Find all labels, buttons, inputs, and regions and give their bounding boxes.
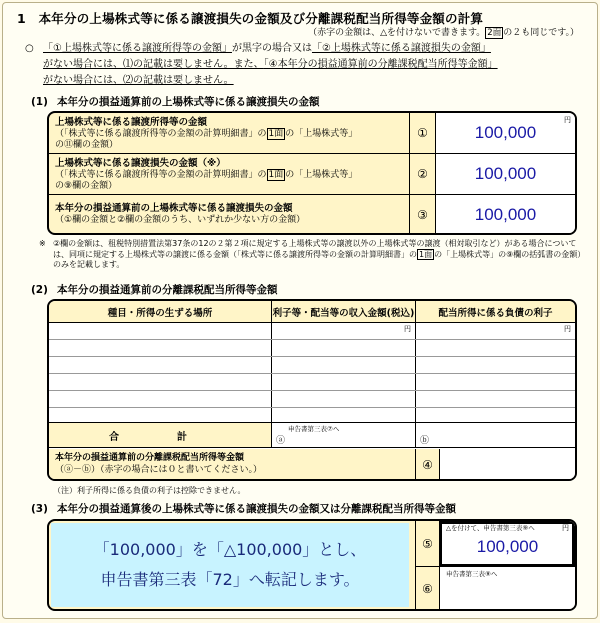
total-row: 合 計 申告書第三表⑦へ ⓐ ⓑ [49,422,575,448]
section2-note: （注）利子所得に係る負債の利子は控除できません。 [53,486,246,495]
table-row [49,374,575,391]
section1-table [47,111,577,235]
amount-field-3[interactable]: 100,000 [435,195,575,235]
row-number: ③ [409,195,435,235]
circle-bullet-icon: ○ [25,43,34,54]
page-title: 1 本年分の上場株式等に係る譲渡損失の金額及び分離課税配当所得等金額の計算 [17,11,484,26]
row-4: 本年分の損益通算前の分離課税配当所得等金額 （ⓐ－ⓑ）（赤字の場合には０と書いてください。） ④ [49,449,575,481]
row-number: ⑤ [415,521,439,567]
row-2: 上場株式等に係る譲渡損失の金額（※） （「株式等に係る譲渡所得等の金額の計算明細書」の 1面 の「上場株式等」 の⑨欄の金額） ② 100,000 [49,154,575,194]
table-row: 円 円 [49,323,575,340]
section1-footnote: ※ ②欄の金額は、租税特別措置法第37条の12の２第２項に規定する上場株式等の譲渡以外の上場株式等の譲渡（相対取引など）がある場合については、同項に規定する上場株式等の譲渡に係る金額（「株式等に係る譲渡所得等の金額の計算明細書」の 1面 の「上場株式等」の⑨欄の括弧書の金額）のみを記載します。 [39,239,582,269]
section3-title: (3) 本年分の損益通算後の上場株式等に係る譲渡損失の金額又は分離課税配当所得等金額 [31,503,456,515]
section2-table [47,299,577,481]
red-amount-note: （赤字の金額は、△を付けないで書きます。 2面 の２も同じです。） [308,28,579,38]
table-header: 種目・所得の生ずる場所 利子等・配当等の収入金額(税込) 配当所得に係る負債の利子 [49,301,575,323]
row-number: ② [409,154,435,194]
row-1: 上場株式等に係る譲渡所得等の金額 （「株式等に係る譲渡所得等の金額の計算明細書」の 1面 の「上場株式等」 の⑪欄の金額） ① 円 100,000 [49,113,575,153]
row-number: ⑥ [415,567,439,611]
section3-table [47,519,577,611]
total-interest-field[interactable]: ⓑ [415,423,575,447]
section1-title: (1) 本年分の損益通算前の上場株式等に係る譲渡損失の金額 [31,96,320,108]
form-page [2,2,598,619]
total-income-field[interactable]: 申告書第三表⑦へ ⓐ [271,423,415,447]
table-row [49,408,575,422]
amount-field-4[interactable] [439,449,575,481]
amount-field-6[interactable]: 申告書第三表⑨へ [439,567,575,609]
notice-text: ○ 「①上場株式等に係る譲渡所得等の金額」が黒字の場合又は「②上場株式等に係る譲渡損失の金額」 がない場合には、⑴の記載は要しません。また、「④本年分の損益通算前の分離課税配当所得等金額」 がない場合には、⑵の記載は要しません。 [25,43,498,86]
page-ref-box: 2面 [487,28,502,38]
amount-field-1[interactable]: 円 100,000 [435,113,575,153]
amount-field-2[interactable]: 100,000 [435,154,575,194]
row-number: ④ [415,449,439,481]
section2-title: (2) 本年分の損益通算前の分離課税配当所得等金額 [31,284,278,296]
table-row [49,391,575,408]
table-row [49,340,575,357]
amount-field-5[interactable]: △を付けて、申告書第三表⑨へ 円 100,000 [439,521,575,567]
row-number: ① [409,113,435,153]
row-3: 本年分の損益通算前の上場株式等に係る譲渡損失の金額 （①欄の金額と②欄の金額のうち、いずれか少ない方の金額） ③ 100,000 [49,195,575,235]
table-row [49,357,575,374]
explanation-callout: 「100,000」を「△100,000」とし、 申告書第三表「72」へ転記します。 [51,523,409,607]
